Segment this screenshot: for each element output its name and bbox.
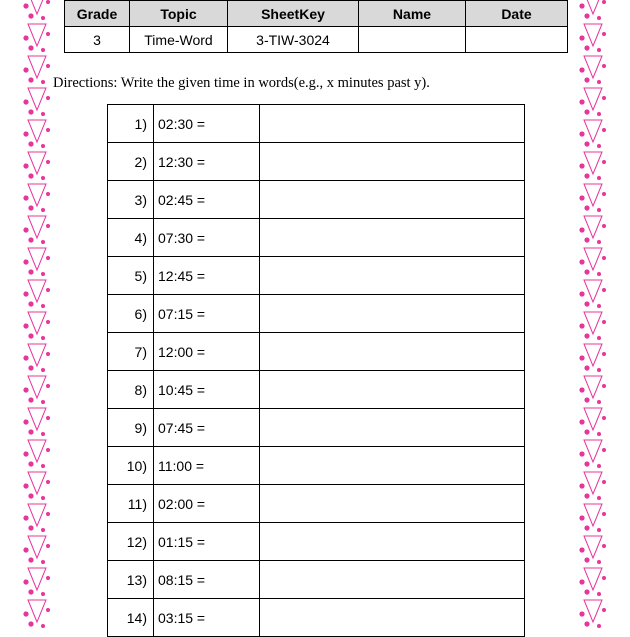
decorative-border-left [22,0,52,630]
border-dot [584,557,589,562]
border-dot [584,237,589,242]
question-row [108,447,525,485]
border-dot [41,432,45,436]
question-number: 7) [108,333,154,371]
border-dot [28,301,33,306]
question-number: 10) [108,447,154,485]
border-dot [28,333,33,338]
answer-cell[interactable] [260,181,525,219]
border-dot [584,205,589,210]
border-dot [584,301,589,306]
border-dot [579,131,584,136]
border-dot [602,224,606,228]
border-dot [41,272,45,276]
border-dot [41,336,45,340]
border-triangle [584,408,602,430]
question-number: 13) [108,561,154,599]
border-dot [579,259,584,264]
answer-cell[interactable] [260,257,525,295]
border-dot [46,64,50,68]
border-dot [602,128,606,132]
border-dot [597,208,601,212]
border-dot [584,525,589,530]
border-dot [28,525,33,530]
border-dot [28,397,33,402]
question-time: 11:00 = [154,447,260,485]
border-dot [23,515,28,520]
border-dot [41,592,45,596]
question-time: 07:30 = [154,219,260,257]
border-triangle [584,24,602,46]
border-dot [28,461,33,466]
border-dot [584,333,589,338]
topic-value: Time-Word [130,27,228,53]
border-triangle [28,120,46,142]
border-dot [28,269,33,274]
border-dot [584,13,589,18]
question-row [108,523,525,561]
border-dot [23,3,28,8]
border-triangle [584,216,602,238]
border-dot [28,205,33,210]
grade-value: 3 [65,27,130,53]
question-time: 08:15 = [154,561,260,599]
name-field[interactable] [359,27,466,53]
question-number: 2) [108,143,154,181]
border-dot [602,32,606,36]
border-dot [579,451,584,456]
border-dot [602,512,606,516]
answer-cell[interactable] [260,485,525,523]
border-triangle [28,24,46,46]
border-dot [46,32,50,36]
border-dot [28,237,33,242]
border-dot [46,256,50,260]
border-dot [597,464,601,468]
border-dot [602,64,606,68]
border-dot [602,0,606,4]
border-dot [602,160,606,164]
question-row [108,143,525,181]
border-dot [597,432,601,436]
border-triangle [28,504,46,526]
question-row [108,371,525,409]
border-dot [579,67,584,72]
border-dot [579,323,584,328]
border-triangle [584,376,602,398]
header-topic: Topic [130,1,228,27]
answer-cell[interactable] [260,523,525,561]
border-dot [46,0,50,4]
border-dot [46,512,50,516]
border-triangle [28,216,46,238]
question-number: 4) [108,219,154,257]
border-dot [602,416,606,420]
border-pattern-svg [578,0,608,630]
border-dot [46,544,50,548]
info-row [65,27,568,53]
question-time: 01:15 = [154,523,260,561]
answer-cell[interactable] [260,143,525,181]
border-triangle [28,568,46,590]
border-triangle [28,88,46,110]
border-triangle [28,600,46,622]
border-dot [23,35,28,40]
border-dot [584,365,589,370]
border-dot [597,368,601,372]
border-dot [584,109,589,114]
border-dot [584,141,589,146]
border-dot [46,224,50,228]
border-triangle [584,568,602,590]
border-dot [579,515,584,520]
border-dot [41,304,45,308]
border-dot [23,483,28,488]
decorative-border-right [578,0,608,630]
border-dot [584,173,589,178]
border-dot [597,496,601,500]
border-triangle [584,248,602,270]
border-dot [579,163,584,168]
border-dot [23,195,28,200]
border-dot [584,269,589,274]
border-triangle [28,56,46,78]
border-dot [584,397,589,402]
border-dot [602,576,606,580]
border-dot [46,384,50,388]
border-dot [597,176,601,180]
header-date: Date [466,1,568,27]
border-dot [23,355,28,360]
border-dot [597,560,601,564]
border-dot [597,592,601,596]
border-dot [23,131,28,136]
answer-cell[interactable] [260,447,525,485]
border-dot [41,208,45,212]
border-dot [23,611,28,616]
border-dot [41,624,45,628]
border-triangle [584,280,602,302]
border-dot [41,368,45,372]
border-dot [28,45,33,50]
border-dot [23,451,28,456]
border-dot [597,80,601,84]
border-dot [584,493,589,498]
border-dot [46,480,50,484]
border-dot [579,483,584,488]
border-dot [28,365,33,370]
header-row [65,1,568,27]
border-dot [41,560,45,564]
border-dot [579,355,584,360]
border-dot [28,557,33,562]
border-triangle [28,472,46,494]
question-number: 6) [108,295,154,333]
answer-cell[interactable] [260,295,525,333]
question-time: 03:15 = [154,599,260,637]
question-time: 12:00 = [154,333,260,371]
border-dot [46,160,50,164]
border-dot [41,48,45,52]
border-dot [602,608,606,612]
border-triangle [584,472,602,494]
answer-cell[interactable] [260,371,525,409]
border-triangle [584,504,602,526]
border-dot [41,16,45,20]
sheetkey-value: 3-TIW-3024 [228,27,359,53]
question-row [108,219,525,257]
border-triangle [584,56,602,78]
border-dot [28,141,33,146]
border-dot [41,80,45,84]
question-number: 3) [108,181,154,219]
border-dot [579,227,584,232]
question-time: 10:45 = [154,371,260,409]
answer-cell[interactable] [260,219,525,257]
border-dot [579,291,584,296]
border-triangle [28,0,46,14]
border-dot [579,419,584,424]
border-dot [46,608,50,612]
border-triangle [28,312,46,334]
border-dot [597,272,601,276]
border-dot [28,621,33,626]
border-dot [46,416,50,420]
border-dot [46,288,50,292]
border-dot [597,112,601,116]
questions-table [107,104,525,637]
border-triangle [28,408,46,430]
border-dot [584,461,589,466]
question-number: 11) [108,485,154,523]
question-row [108,599,525,637]
border-triangle [28,184,46,206]
border-dot [584,621,589,626]
border-dot [597,400,601,404]
border-dot [597,16,601,20]
border-dot [23,227,28,232]
border-dot [602,256,606,260]
border-dot [46,576,50,580]
worksheet-info-table [64,0,568,53]
answer-cell[interactable] [260,599,525,637]
border-triangle [584,120,602,142]
question-number: 9) [108,409,154,447]
question-time: 02:00 = [154,485,260,523]
border-dot [602,96,606,100]
border-triangle [584,184,602,206]
border-dot [23,419,28,424]
question-time: 02:30 = [154,105,260,143]
border-dot [579,611,584,616]
question-time: 02:45 = [154,181,260,219]
question-row [108,409,525,447]
question-number: 5) [108,257,154,295]
border-dot [28,77,33,82]
border-dot [41,464,45,468]
directions-text: Directions: Write the given time in words(e.g., x minutes past y). [53,75,430,91]
border-dot [579,195,584,200]
header-grade: Grade [65,1,130,27]
border-dot [28,13,33,18]
border-dot [584,589,589,594]
border-dot [579,99,584,104]
border-triangle [28,440,46,462]
border-dot [46,320,50,324]
border-triangle [584,600,602,622]
border-dot [579,35,584,40]
border-triangle [584,0,602,14]
border-dot [579,387,584,392]
border-dot [584,429,589,434]
border-triangle [28,248,46,270]
border-dot [23,163,28,168]
border-dot [602,384,606,388]
border-dot [28,109,33,114]
header-sheetkey: SheetKey [228,1,359,27]
border-dot [46,96,50,100]
question-number: 1) [108,105,154,143]
border-dot [41,144,45,148]
question-time: 07:15 = [154,295,260,333]
border-dot [41,112,45,116]
border-dot [602,288,606,292]
border-triangle [28,536,46,558]
border-dot [46,448,50,452]
border-dot [41,528,45,532]
border-dot [597,528,601,532]
border-dot [46,192,50,196]
question-number: 12) [108,523,154,561]
question-row [108,181,525,219]
border-dot [23,547,28,552]
answer-cell[interactable] [260,333,525,371]
border-dot [597,48,601,52]
border-dot [46,128,50,132]
border-triangle [28,280,46,302]
border-dot [23,387,28,392]
border-dot [23,579,28,584]
border-pattern-svg [22,0,52,630]
border-dot [584,45,589,50]
border-dot [23,323,28,328]
border-dot [597,336,601,340]
border-triangle [28,344,46,366]
border-triangle [584,536,602,558]
question-time: 07:45 = [154,409,260,447]
answer-cell[interactable] [260,561,525,599]
border-dot [28,589,33,594]
border-dot [41,400,45,404]
border-dot [23,259,28,264]
question-number: 8) [108,371,154,409]
border-dot [584,77,589,82]
header-name: Name [359,1,466,27]
question-time: 12:45 = [154,257,260,295]
answer-cell[interactable] [260,409,525,447]
border-dot [41,496,45,500]
question-row [108,257,525,295]
border-dot [602,352,606,356]
border-triangle [584,344,602,366]
border-dot [46,352,50,356]
question-time: 12:30 = [154,143,260,181]
border-dot [579,3,584,8]
border-dot [579,579,584,584]
question-row [108,485,525,523]
border-dot [28,429,33,434]
border-dot [41,176,45,180]
border-dot [602,544,606,548]
border-dot [602,480,606,484]
border-triangle [584,152,602,174]
question-row [108,333,525,371]
question-row [108,295,525,333]
answer-cell[interactable] [260,105,525,143]
border-triangle [584,440,602,462]
border-dot [597,144,601,148]
border-dot [23,291,28,296]
border-dot [41,240,45,244]
border-dot [23,99,28,104]
border-dot [28,493,33,498]
border-dot [23,67,28,72]
border-triangle [28,376,46,398]
border-dot [579,547,584,552]
border-triangle [584,88,602,110]
border-triangle [584,312,602,334]
question-row [108,105,525,143]
border-dot [28,173,33,178]
border-dot [597,240,601,244]
border-dot [597,624,601,628]
question-row [108,561,525,599]
border-dot [602,320,606,324]
date-field[interactable] [466,27,568,53]
question-number: 14) [108,599,154,637]
border-dot [602,448,606,452]
border-triangle [28,152,46,174]
border-dot [597,304,601,308]
border-dot [602,192,606,196]
